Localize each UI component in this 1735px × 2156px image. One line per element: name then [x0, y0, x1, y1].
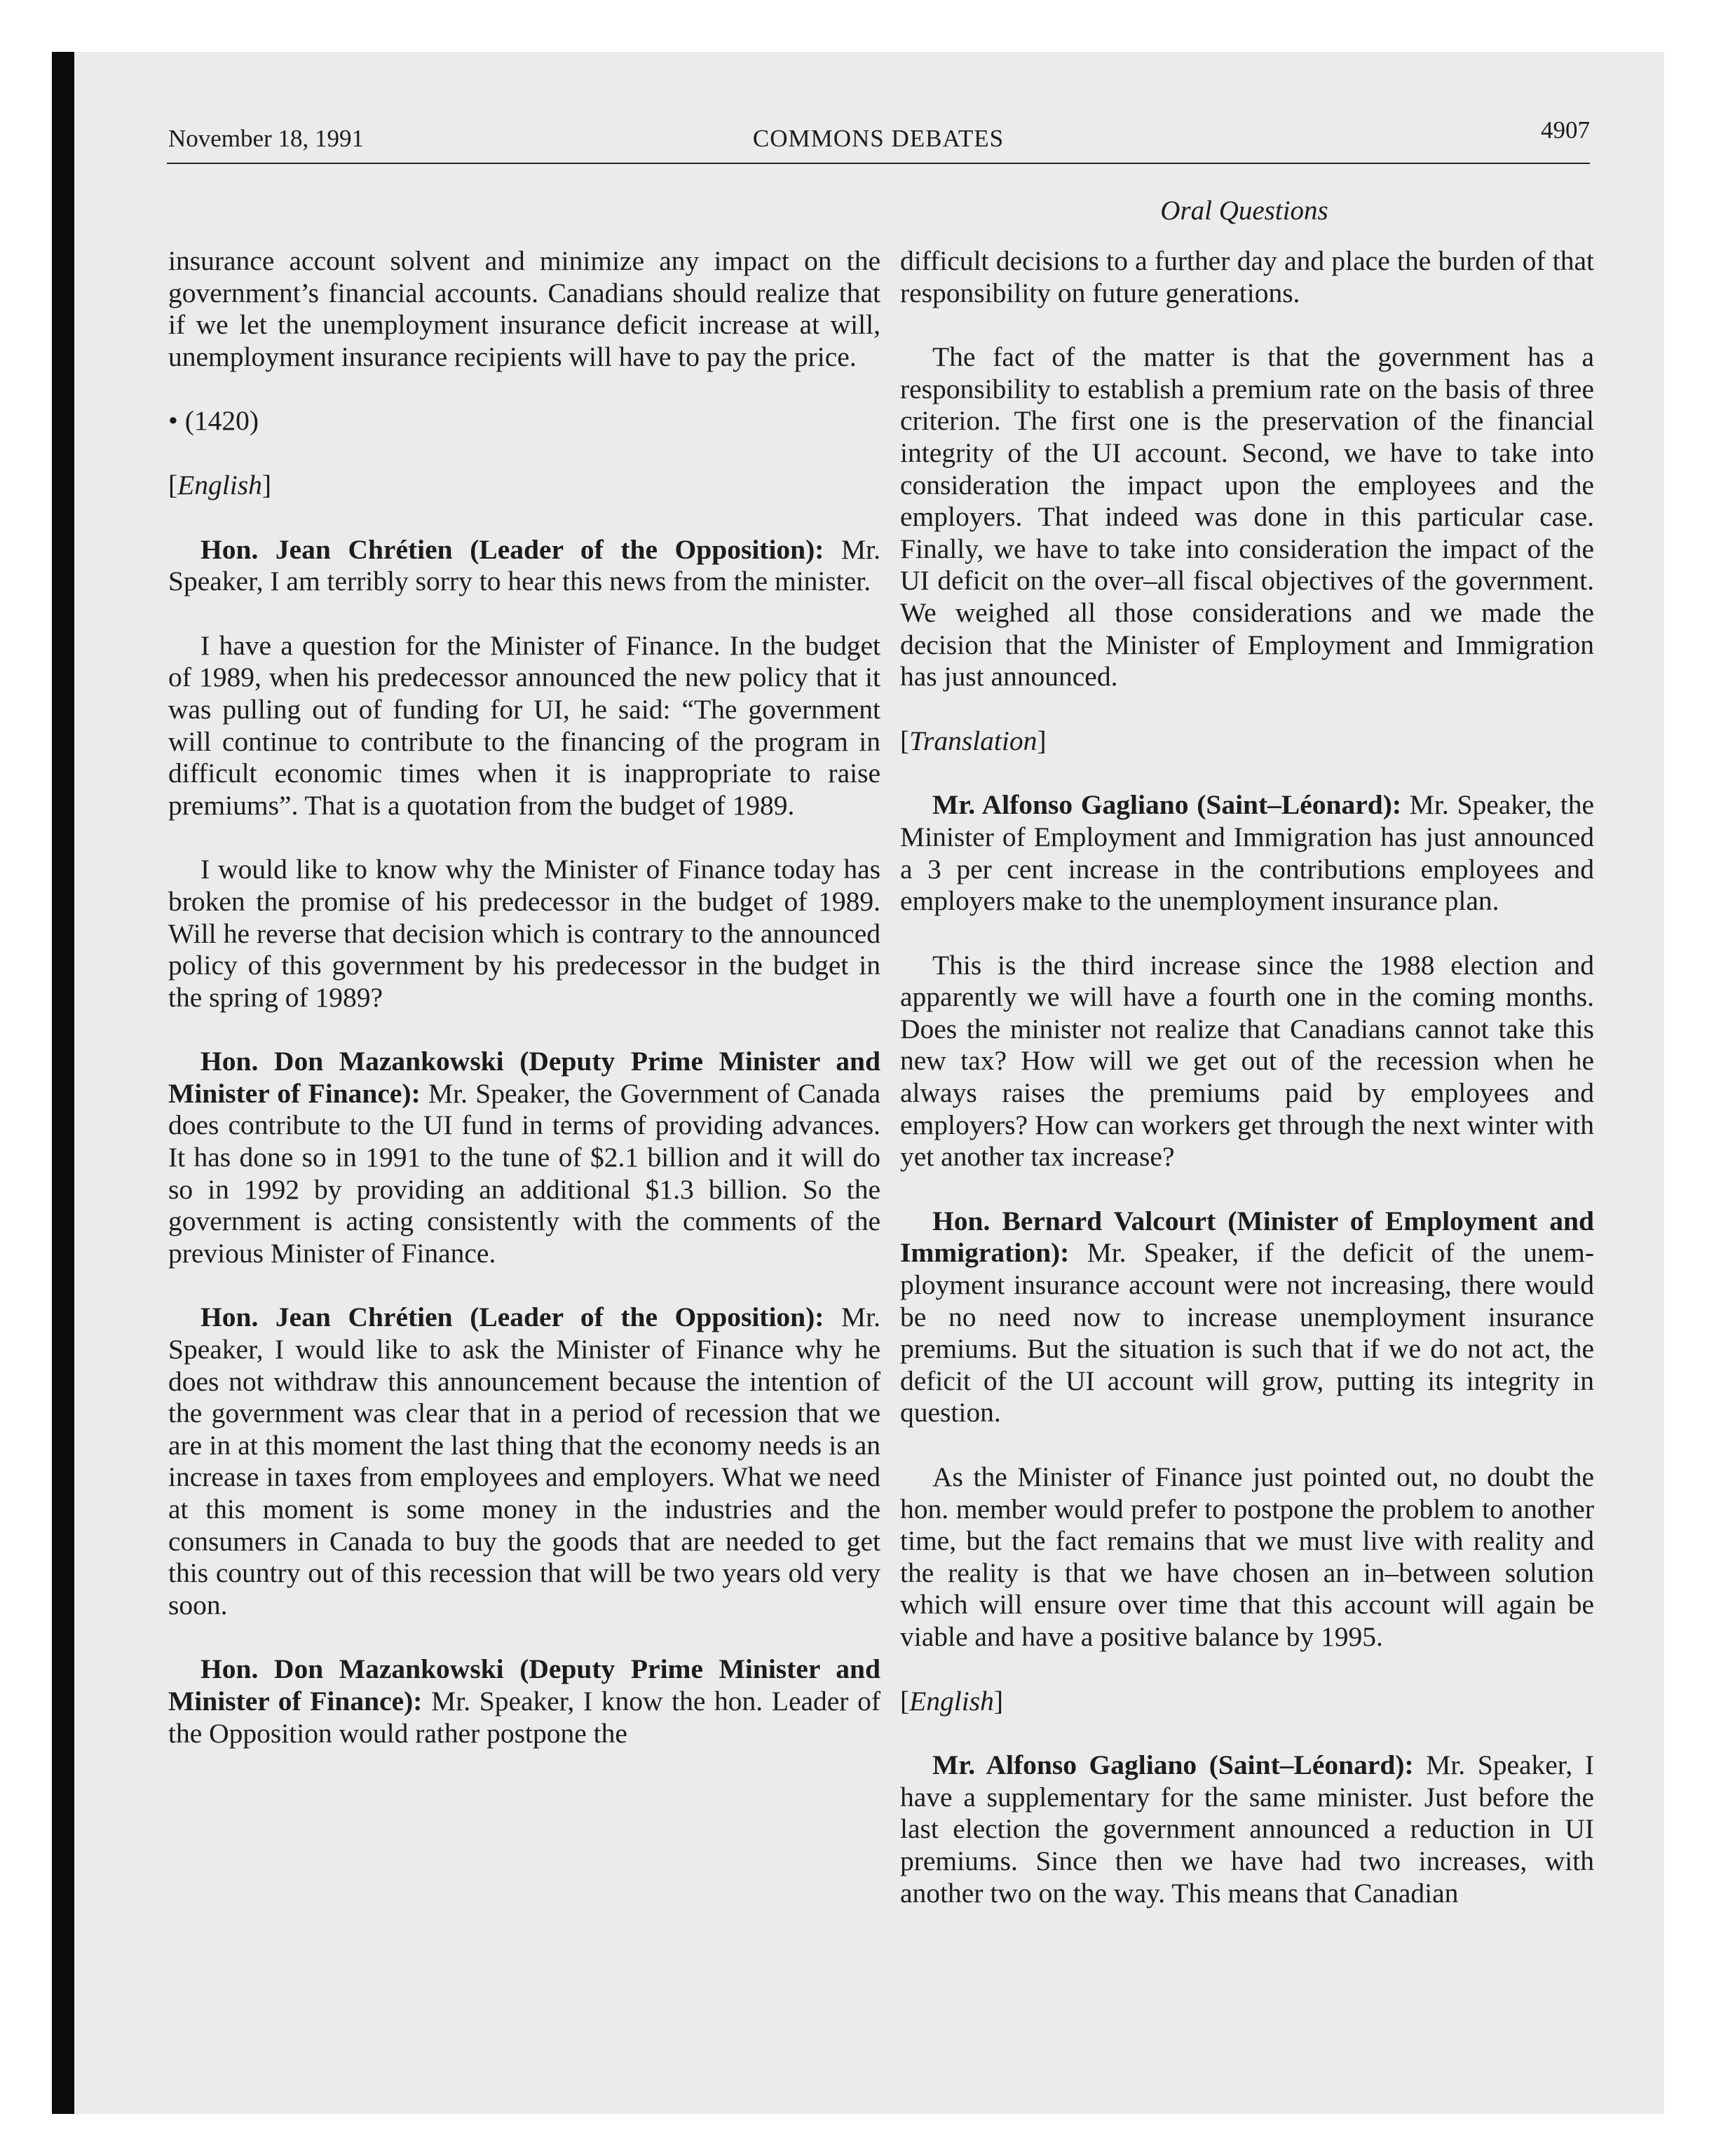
speech-text: Mr. Speaker, the Minister of Employment and Immigration has just announced a 3 per cent increase in the contributions employees and employers make to the unemployment insurance plan.	[900, 789, 1594, 917]
speech-text: Mr. Speaker, the Government of Canada does contribute to the UI fund in terms of providing advances. It has done so in 1991 to the tune of $2.1 billion and it will do so in 1992 by providing an additional $1.3 billion. So the government is acting consistently with the comments of the previous Minister of Finance.	[168, 1077, 881, 1269]
speech	[900, 1749, 1594, 1909]
language-tag-text: English	[177, 469, 262, 500]
page-header	[167, 116, 1590, 164]
language-tag-text: English	[909, 1685, 994, 1717]
page-number: 4907	[1541, 116, 1590, 144]
time-marker: • (1420)	[168, 405, 259, 437]
paragraph: I would like to know why the Minister of Finance today has broken the promise of his predecessor in the budget of 1989. Will he reverse that decision which is contrary to the announced policy of this government by his predecessor in the budget in the spring of 1989?	[168, 854, 880, 1013]
speech-text: Mr. Speaker, I am terribly sorry to hear this news from the minister.	[168, 533, 880, 597]
speech	[168, 1302, 880, 1621]
publication-title: COMMONS DEBATES	[752, 125, 1005, 152]
paragraph: I have a question for the Minister of Finance. In the budget of 1989, when his predecessor announced the new policy that it was pulling out of funding for UI, he said: “The government will continue to contribute to the financing of the program in difficult economic times when it is inappropriate to raise premiums”. That is a quotation from the budget of 1989.	[168, 629, 880, 821]
speech	[900, 1206, 1594, 1429]
section-heading: Oral Questions	[1160, 196, 1328, 226]
paragraph: insurance account solvent and minimize any impact on the government’s financial accounts. Canadians should realize that if we let the unemployment insurance deficit increase at will, unemployment insurance recipients will have to pay the price.	[168, 245, 880, 372]
speaker-name: Mr. Alfonso Gagliano (Saint–Léonard):	[932, 1749, 1414, 1781]
speaker-name: Hon. Don Mazankowski (Deputy Prime Minister and Minister of Finance):	[168, 1653, 880, 1717]
speaker-name: Hon. Don Mazankowski (Deputy Prime Minister and Minister of Finance):	[168, 1046, 880, 1109]
speaker-name: Hon. Jean Chrétien (Leader of the Opposition):	[200, 1302, 824, 1333]
paragraph: As the Minister of Finance just pointed out, no doubt the hon. member would prefer to postpone the problem to another time, but the fact remains that we must live with reality and the reality is that we have chosen an in–between solution which will ensure over time that this account will again be viable and have a positive balance by 1995.	[900, 1461, 1594, 1652]
paragraph: difficult decisions to a further day and place the burden of that responsibility on future generations.	[900, 245, 1594, 308]
speaker-name: Hon. Bernard Valcourt (Minister of Employment and Immigration):	[900, 1205, 1594, 1269]
speech-text: Mr. Speaker, I know the hon. Leader of the Opposition would rather postpone the	[168, 1685, 881, 1749]
language-tag-text: Translation	[909, 725, 1037, 756]
speaker-name: Hon. Jean Chrétien (Leader of the Opposition):	[200, 533, 824, 565]
left-column	[168, 245, 880, 1749]
paragraph: The fact of the matter is that the government has a responsibility to establish a premium rate on the basis of three criterion. The first one is the preservation of the financial integrity of the UI account. Second, we have to take into consideration the impact upon the employees and the employers. That indeed was done in this particular case. Finally, we have to take into consideration the impact of the UI deficit on the over–all fiscal objectives of the government. We weighed all those considerations and we made the decision that the Minister of Employment and Immigration has just announced.	[900, 341, 1594, 692]
speech	[168, 1046, 880, 1269]
speech	[900, 789, 1594, 917]
paragraph: This is the third increase since the 1988 election and apparently we will have a fourth one in the coming months. Does the minister not realize that Canadians cannot take this new tax? How will we get out of the recession when he always raises the premiums paid by employees and employers? How can workers get through the next winter with yet another tax increase?	[900, 949, 1594, 1173]
speaker-name: Mr. Alfonso Gagliano (Saint–Léonard):	[932, 789, 1402, 821]
speech	[168, 1653, 880, 1749]
language-tag: [English]	[168, 469, 272, 500]
right-column	[900, 245, 1594, 1909]
scan-border	[52, 52, 74, 2114]
language-tag: [English]	[900, 1685, 1004, 1717]
speech-text: Mr. Speaker, if the deficit of the unemployment insurance account were not increasing, there would be no need now to increase unemployment insurance premiums. But the situation is such that if we do not act, the deficit of the UI account will grow, putting its integrity in question.	[900, 1237, 1594, 1428]
header-date: November 18, 1991	[168, 125, 364, 152]
speech-text: Mr. Speaker, I have a supplementary for the same minister. Just before the last election the government announced a reduction in UI premiums. Since then we have had two increases, with another two on the way. This means that Canadian	[900, 1749, 1594, 1909]
speech-text: Mr. Speaker, I would like to ask the Minister of Finance why he does not withdraw this announcement because the intention of the government was clear that in a period of recession that we are in at this moment the last thing that the economy needs is an increase in taxes from employees and employers. What we need at this moment is some money in the industries and the consumers in Canada to buy the goods that are needed to get this country out of this recession that will be two years old very soon.	[168, 1302, 880, 1621]
speech	[168, 534, 880, 598]
language-tag: [Translation]	[900, 725, 1047, 756]
